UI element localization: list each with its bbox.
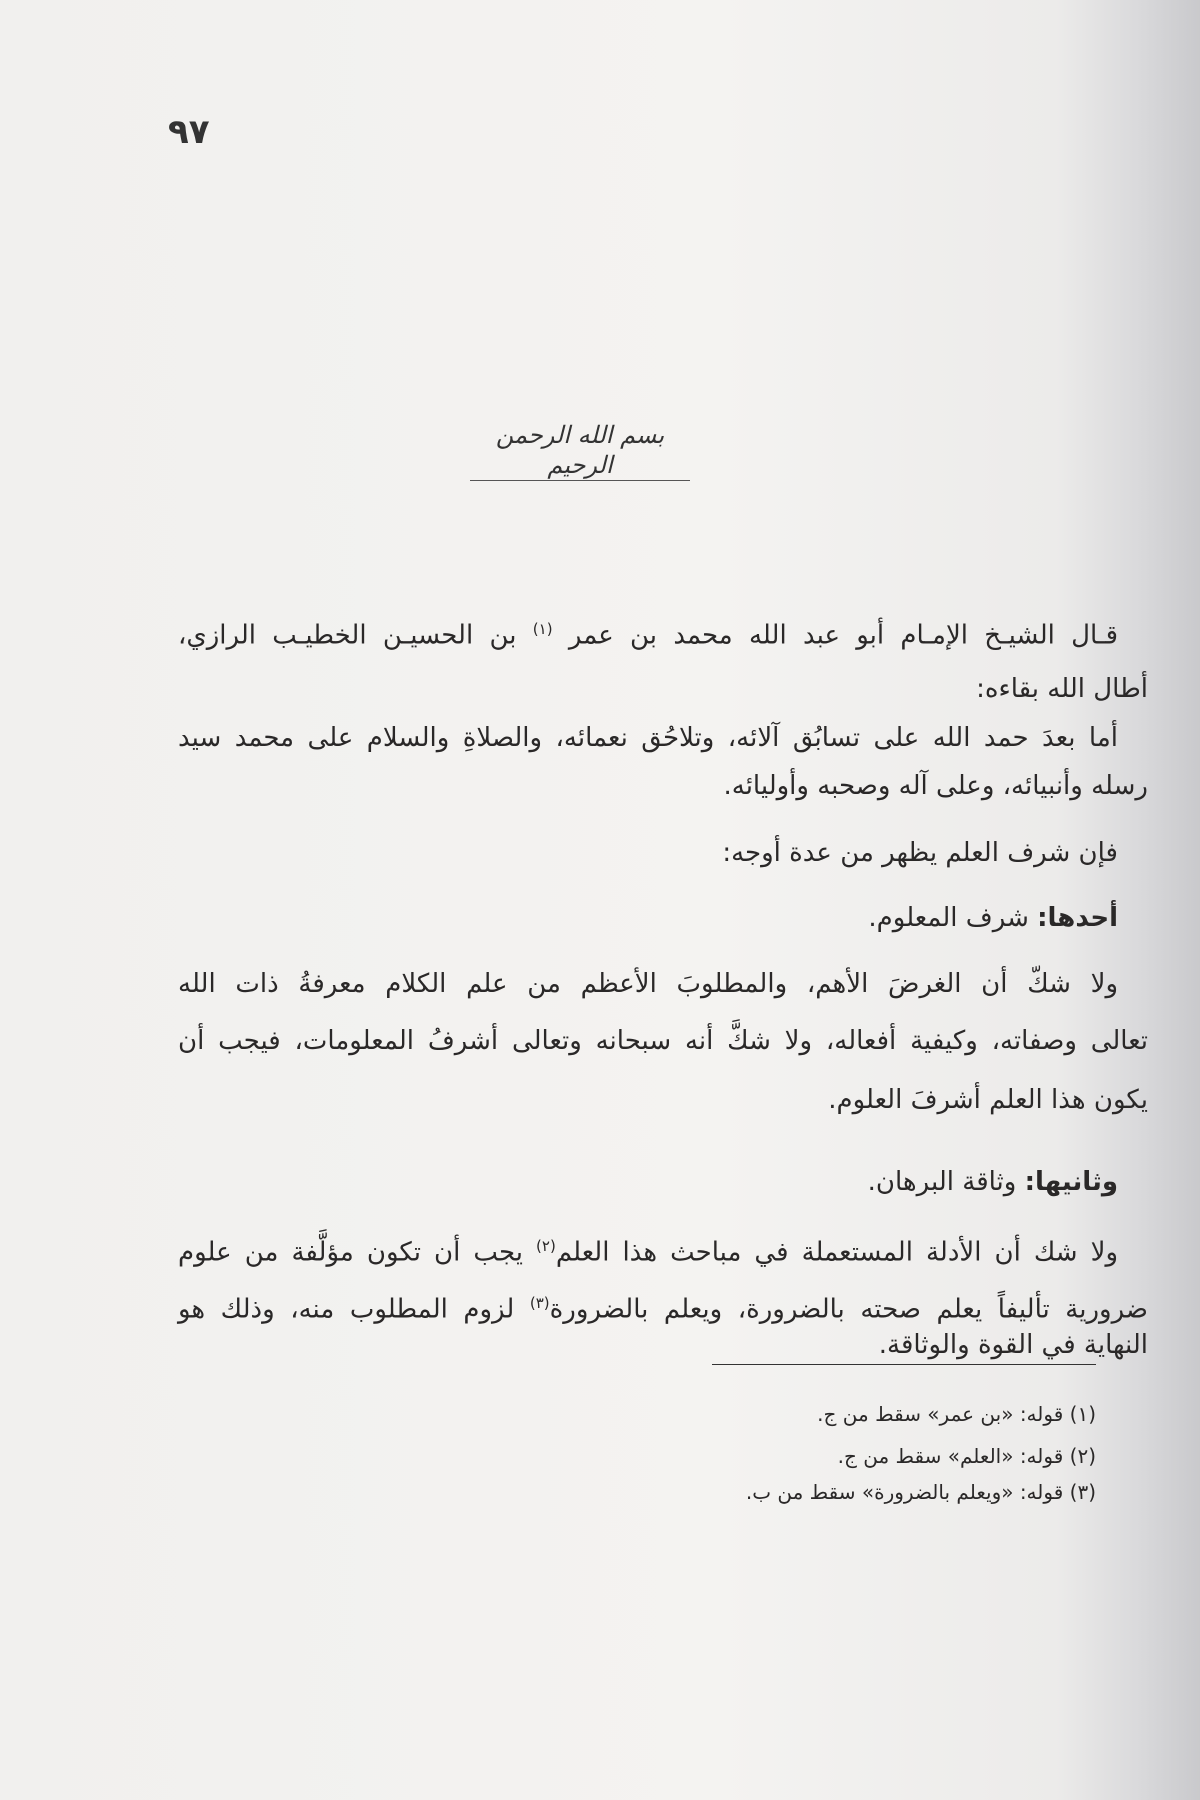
body-line [178, 901, 1148, 935]
text: وثاقة البرهان. [867, 1167, 1017, 1197]
body-line: فإن شرف العلم يظهر من عدة أوجه: [722, 838, 1118, 868]
footnote-separator [712, 1364, 1096, 1365]
body-line: ولا شكّ أن الغرضَ الأهم، والمطلوبَ الأعظم من علم الكلام معرفةُ ذات الله [178, 969, 1118, 999]
text: ضرورية تأليفاً يعلم صحته بالضرورة، ويعلم بالضرورة [549, 1294, 1149, 1325]
page-number: ٩٧ [168, 112, 210, 152]
footnote-ref: (٢) [536, 1237, 556, 1255]
body-line: النهاية في القوة والوثاقة. [878, 1330, 1148, 1360]
footnote: (١) قوله: «بن عمر» سقط من ج. [817, 1402, 1096, 1426]
section-label: أحدها: [1037, 903, 1118, 933]
text: يجب أن تكون مؤلَّفة من علوم [178, 1237, 523, 1268]
text: بن الحسيـن الخطيـب الرازي، [178, 620, 517, 651]
text: شرف المعلوم. [868, 903, 1029, 933]
body-line: يكون هذا العلم أشرفَ العلوم. [828, 1085, 1148, 1115]
footnote-ref: (٣) [529, 1294, 550, 1312]
text: ولا شك أن الأدلة المستعملة في مباحث هذا العلم [555, 1237, 1118, 1268]
body-line: أما بعدَ حمد الله على تسابُق آلائه، وتلاحُق نعمائه، والصلاةِ والسلام على محمد سيد [178, 723, 1118, 753]
footnote: (٣) قوله: «ويعلم بالضرورة» سقط من ب. [745, 1480, 1096, 1504]
section-label: وثانيها: [1024, 1167, 1118, 1197]
body-line [178, 1165, 1148, 1199]
footnote: (٢) قوله: «العلم» سقط من ج. [837, 1444, 1096, 1468]
basmala-calligraphy: بسم الله الرحمن الرحيم [470, 420, 690, 481]
body-line: رسله وأنبيائه، وعلى آله وصحبه وأوليائه. [723, 771, 1148, 801]
body-line [178, 612, 1148, 653]
footnote-ref: (١) [532, 620, 553, 638]
body-line [178, 1229, 1148, 1270]
body-line [178, 1286, 1148, 1327]
body-line: تعالى وصفاته، وكيفية أفعاله، ولا شكَّ أنه سبحانه وتعالى أشرفُ المعلومات، فيجب أن [178, 1026, 1148, 1056]
body-line: أطال الله بقاءه: [976, 674, 1148, 704]
text: لزوم المطلوب منه، وذلك هو [178, 1294, 515, 1325]
text: قـال الشيـخ الإمـام أبو عبد الله محمد بن عمر [568, 620, 1119, 651]
